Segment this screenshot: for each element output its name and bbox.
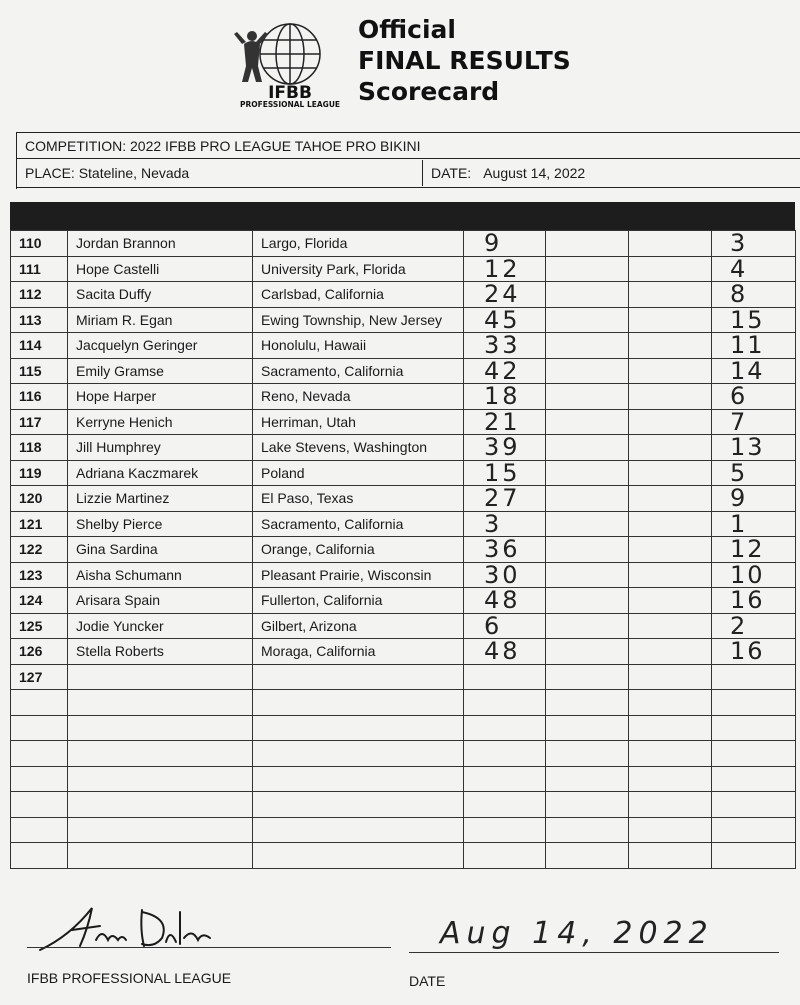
competitor-hometown-cell: Honolulu, Hawaii: [253, 333, 464, 359]
table-row: [11, 817, 796, 843]
competitor-hometown-cell: Sacramento, California: [253, 358, 464, 384]
table-row: [11, 792, 796, 818]
table-row: [11, 613, 796, 639]
blank-cell: [546, 460, 629, 486]
blank-cell: [546, 435, 629, 461]
competitor-hometown-cell: [253, 843, 464, 869]
table-row: [11, 690, 796, 716]
placing-cell: 9: [712, 486, 796, 512]
score-cell: [464, 664, 546, 690]
table-row: [11, 435, 796, 461]
date-label: DATE:: [431, 165, 472, 181]
placing-cell: 3: [712, 231, 796, 257]
placing-cell: 7: [712, 409, 796, 435]
competitor-name-cell: Lizzie Martinez: [68, 486, 253, 512]
competitor-hometown-cell: Orange, California: [253, 537, 464, 563]
blank-cell: [546, 715, 629, 741]
competitor-hometown-cell: Ewing Township, New Jersey: [253, 307, 464, 333]
signature-label: IFBB PROFESSIONAL LEAGUE: [27, 970, 232, 986]
score-cell: [464, 792, 546, 818]
placing-cell: 1: [712, 511, 796, 537]
blank-cell: [629, 639, 712, 665]
competitor-hometown-cell: Lake Stevens, Washington: [253, 435, 464, 461]
placing-cell: [712, 690, 796, 716]
competitor-name-cell: [68, 715, 253, 741]
place-label: PLACE:: [25, 165, 75, 181]
competitor-number-cell: 116: [11, 384, 68, 410]
blank-cell: [546, 741, 629, 767]
blank-cell: [629, 817, 712, 843]
page-title: [358, 14, 571, 107]
competitor-hometown-cell: Moraga, California: [253, 639, 464, 665]
table-header-bar: [10, 202, 795, 230]
competitor-number-cell: 118: [11, 435, 68, 461]
competitor-name-cell: Stella Roberts: [68, 639, 253, 665]
placing-cell: 10: [712, 562, 796, 588]
competitor-hometown-cell: Largo, Florida: [253, 231, 464, 257]
results-table: [10, 202, 795, 869]
blank-cell: [546, 282, 629, 308]
competitor-number-cell: [11, 843, 68, 869]
table-row: [11, 537, 796, 563]
table-row: [11, 843, 796, 869]
competitor-name-cell: [68, 792, 253, 818]
competitor-hometown-cell: [253, 690, 464, 716]
blank-cell: [546, 690, 629, 716]
blank-cell: [629, 333, 712, 359]
competitor-name-cell: Miriam R. Egan: [68, 307, 253, 333]
score-cell: 33: [464, 333, 546, 359]
competitor-name-cell: Aisha Schumann: [68, 562, 253, 588]
competition-row: [17, 133, 800, 159]
ifbb-logo: [228, 18, 348, 108]
placing-cell: 12: [712, 537, 796, 563]
place-cell: [17, 160, 423, 186]
competitor-name-cell: Gina Sardina: [68, 537, 253, 563]
judge-signature: [30, 898, 240, 958]
competition-value: 2022 IFBB PRO LEAGUE TAHOE PRO BIKINI: [130, 137, 421, 154]
blank-cell: [629, 537, 712, 563]
blank-cell: [629, 766, 712, 792]
score-cell: 15: [464, 460, 546, 486]
table-row: [11, 333, 796, 359]
competitor-name-cell: [68, 766, 253, 792]
competitor-name-cell: Shelby Pierce: [68, 511, 253, 537]
blank-cell: [546, 817, 629, 843]
score-cell: 48: [464, 588, 546, 614]
placing-cell: 6: [712, 384, 796, 410]
competitor-name-cell: Sacita Duffy: [68, 282, 253, 308]
place-value: Stateline, Nevada: [78, 165, 190, 181]
table-row: [11, 384, 796, 410]
score-cell: 45: [464, 307, 546, 333]
score-cell: 9: [464, 231, 546, 257]
competitor-number-cell: 113: [11, 307, 68, 333]
blank-cell: [546, 384, 629, 410]
placing-cell: 11: [712, 333, 796, 359]
competitor-hometown-cell: Poland: [253, 460, 464, 486]
placing-cell: [712, 843, 796, 869]
competitor-hometown-cell: Gilbert, Arizona: [253, 613, 464, 639]
competitor-name-cell: [68, 664, 253, 690]
table-row: [11, 562, 796, 588]
handwritten-date: Aug 14, 2022: [440, 916, 714, 951]
blank-cell: [629, 843, 712, 869]
svg-text:IFBB: IFBB: [268, 83, 312, 103]
blank-cell: [546, 511, 629, 537]
placing-cell: [712, 741, 796, 767]
competitor-number-cell: [11, 715, 68, 741]
competitor-number-cell: 117: [11, 409, 68, 435]
competitor-name-cell: Jacquelyn Geringer: [68, 333, 253, 359]
score-cell: 24: [464, 282, 546, 308]
competition-info: [16, 132, 800, 189]
table-row: [11, 639, 796, 665]
competitor-hometown-cell: El Paso, Texas: [253, 486, 464, 512]
table-row: [11, 256, 796, 282]
blank-cell: [546, 664, 629, 690]
competitor-number-cell: 124: [11, 588, 68, 614]
placing-cell: [712, 817, 796, 843]
competitor-hometown-cell: [253, 664, 464, 690]
score-cell: [464, 741, 546, 767]
placing-cell: [712, 766, 796, 792]
competitor-number-cell: 123: [11, 562, 68, 588]
blank-cell: [629, 358, 712, 384]
competitor-number-cell: 115: [11, 358, 68, 384]
blank-cell: [629, 613, 712, 639]
blank-cell: [546, 333, 629, 359]
date-footer-label: DATE: [409, 973, 446, 989]
blank-cell: [546, 792, 629, 818]
blank-cell: [629, 282, 712, 308]
blank-cell: [629, 588, 712, 614]
score-cell: 42: [464, 358, 546, 384]
placing-cell: 5: [712, 460, 796, 486]
table-row: [11, 307, 796, 333]
blank-cell: [629, 307, 712, 333]
table-row: [11, 588, 796, 614]
score-cell: 48: [464, 639, 546, 665]
placing-cell: [712, 715, 796, 741]
competitor-name-cell: Kerryne Henich: [68, 409, 253, 435]
competitor-number-cell: 121: [11, 511, 68, 537]
blank-cell: [629, 460, 712, 486]
competitor-number-cell: 111: [11, 256, 68, 282]
competitor-hometown-cell: Fullerton, California: [253, 588, 464, 614]
competitor-number-cell: [11, 792, 68, 818]
competitor-hometown-cell: Herriman, Utah: [253, 409, 464, 435]
score-cell: [464, 843, 546, 869]
blank-cell: [546, 256, 629, 282]
table-row: [11, 664, 796, 690]
competitor-number-cell: [11, 766, 68, 792]
blank-cell: [629, 715, 712, 741]
blank-cell: [546, 843, 629, 869]
table-row: [11, 231, 796, 257]
competitor-number-cell: 119: [11, 460, 68, 486]
placing-cell: 8: [712, 282, 796, 308]
placing-cell: 4: [712, 256, 796, 282]
competition-label: COMPETITION:: [25, 137, 127, 154]
competitor-name-cell: [68, 741, 253, 767]
date-cell: [423, 160, 800, 186]
competitor-name-cell: [68, 817, 253, 843]
competitor-hometown-cell: [253, 715, 464, 741]
competitor-number-cell: [11, 690, 68, 716]
blank-cell: [629, 741, 712, 767]
table-row: [11, 282, 796, 308]
title-line-1: Official: [358, 15, 456, 44]
blank-cell: [629, 435, 712, 461]
placing-cell: 2: [712, 613, 796, 639]
blank-cell: [629, 486, 712, 512]
competitor-number-cell: [11, 817, 68, 843]
blank-cell: [546, 537, 629, 563]
score-cell: 27: [464, 486, 546, 512]
svg-text:PROFESSIONAL LEAGUE: PROFESSIONAL LEAGUE: [239, 100, 341, 108]
score-cell: 12: [464, 256, 546, 282]
blank-cell: [546, 562, 629, 588]
placing-cell: [712, 792, 796, 818]
placing-cell: 13: [712, 435, 796, 461]
score-cell: [464, 766, 546, 792]
competitor-hometown-cell: Sacramento, California: [253, 511, 464, 537]
score-cell: 39: [464, 435, 546, 461]
competitor-name-cell: [68, 690, 253, 716]
title-line-3: Scorecard: [358, 77, 500, 106]
competitor-hometown-cell: Carlsbad, California: [253, 282, 464, 308]
competitor-hometown-cell: Reno, Nevada: [253, 384, 464, 410]
competitor-name-cell: Arisara Spain: [68, 588, 253, 614]
blank-cell: [546, 766, 629, 792]
competitor-hometown-cell: [253, 792, 464, 818]
table-row: [11, 358, 796, 384]
score-cell: [464, 690, 546, 716]
competitor-name-cell: Jordan Brannon: [68, 231, 253, 257]
table-row: [11, 511, 796, 537]
competitor-hometown-cell: [253, 741, 464, 767]
placing-cell: 15: [712, 307, 796, 333]
score-cell: 3: [464, 511, 546, 537]
blank-cell: [629, 409, 712, 435]
score-cell: [464, 715, 546, 741]
score-cell: [464, 817, 546, 843]
competitor-number-cell: 110: [11, 231, 68, 257]
competitor-number-cell: 112: [11, 282, 68, 308]
competitor-name-cell: Jill Humphrey: [68, 435, 253, 461]
score-cell: 18: [464, 384, 546, 410]
blank-cell: [546, 613, 629, 639]
table-row: [11, 409, 796, 435]
competitor-name-cell: Emily Gramse: [68, 358, 253, 384]
blank-cell: [629, 256, 712, 282]
competitor-hometown-cell: University Park, Florida: [253, 256, 464, 282]
competitor-number-cell: 122: [11, 537, 68, 563]
place-date-row: [17, 160, 800, 186]
competitor-name-cell: Hope Castelli: [68, 256, 253, 282]
blank-cell: [629, 384, 712, 410]
competitor-name-cell: [68, 843, 253, 869]
competitor-name-cell: Adriana Kaczmarek: [68, 460, 253, 486]
competitor-number-cell: 126: [11, 639, 68, 665]
score-cell: 36: [464, 537, 546, 563]
score-cell: 6: [464, 613, 546, 639]
blank-cell: [546, 639, 629, 665]
blank-cell: [546, 307, 629, 333]
competitor-hometown-cell: Pleasant Prairie, Wisconsin: [253, 562, 464, 588]
score-cell: 21: [464, 409, 546, 435]
competitor-number-cell: 114: [11, 333, 68, 359]
competitor-number-cell: 127: [11, 664, 68, 690]
competitor-hometown-cell: [253, 817, 464, 843]
competitor-number-cell: 125: [11, 613, 68, 639]
blank-cell: [629, 511, 712, 537]
date-value: August 14, 2022: [483, 165, 586, 181]
score-cell: 30: [464, 562, 546, 588]
competitor-number-cell: [11, 741, 68, 767]
blank-cell: [629, 664, 712, 690]
competitor-hometown-cell: [253, 766, 464, 792]
competitor-name-cell: Jodie Yuncker: [68, 613, 253, 639]
blank-cell: [546, 486, 629, 512]
blank-cell: [546, 231, 629, 257]
blank-cell: [629, 690, 712, 716]
title-line-2: FINAL RESULTS: [358, 46, 571, 75]
placing-cell: 16: [712, 639, 796, 665]
blank-cell: [546, 588, 629, 614]
table-row: [11, 460, 796, 486]
table-row: [11, 766, 796, 792]
table-row: [11, 486, 796, 512]
blank-cell: [629, 562, 712, 588]
blank-cell: [546, 358, 629, 384]
placing-cell: 16: [712, 588, 796, 614]
competitor-number-cell: 120: [11, 486, 68, 512]
placing-cell: [712, 664, 796, 690]
competitor-name-cell: Hope Harper: [68, 384, 253, 410]
blank-cell: [629, 231, 712, 257]
blank-cell: [546, 409, 629, 435]
table-row: [11, 741, 796, 767]
blank-cell: [629, 792, 712, 818]
table-row: [11, 715, 796, 741]
placing-cell: 14: [712, 358, 796, 384]
